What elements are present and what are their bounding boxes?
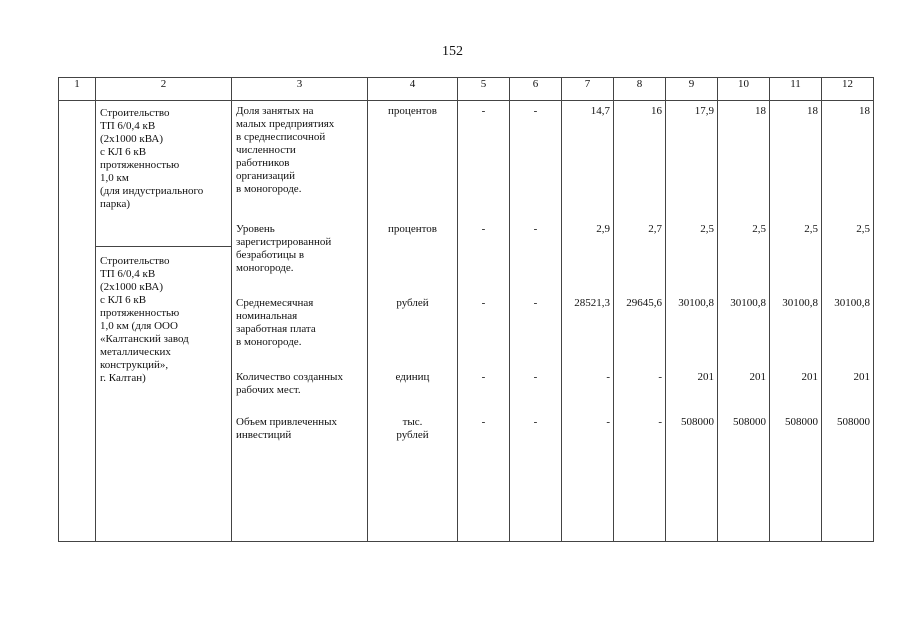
indicator-name: Доля занятых на малых предприятиях в среднесписочной численности работников организаций в моногороде.	[236, 105, 335, 195]
indicator-value: 201	[697, 371, 714, 383]
indicator-value: 2,5	[752, 223, 766, 235]
cell-values-12	[822, 101, 874, 542]
indicator-value: 30100,8	[834, 297, 870, 309]
indicator-value: 30100,8	[730, 297, 766, 309]
indicator-value: 18	[755, 105, 766, 117]
cell-units	[368, 101, 458, 542]
indicator-value: 2,5	[700, 223, 714, 235]
indicator-value: -	[533, 371, 538, 383]
indicator-unit: процентов	[388, 223, 437, 235]
cell-values-11	[770, 101, 822, 542]
cell-values-9	[666, 101, 718, 542]
column-header: 6	[510, 78, 562, 101]
column-header: 12	[822, 78, 874, 101]
object-description: Строительство ТП 6/0,4 кВ (2х1000 кВА) с КЛ 6 кВ протяженностью 1,0 км (для ООО «Калтанский завод металлических конструкций», г. Калтан)	[100, 255, 189, 384]
indicator-value: -	[533, 223, 538, 235]
indicator-value: 2,5	[804, 223, 818, 235]
column-header: 3	[232, 78, 368, 101]
indicator-value: 2,5	[856, 223, 870, 235]
indicator-value: -	[481, 416, 486, 428]
column-header: 5	[458, 78, 510, 101]
indicator-value: 30100,8	[782, 297, 818, 309]
indicator-unit: единиц	[395, 371, 430, 383]
indicator-value: 2,9	[596, 223, 610, 235]
indicator-value: -	[481, 297, 486, 309]
indicator-value: 508000	[681, 416, 714, 428]
indicator-value: -	[658, 371, 662, 383]
cell-col1	[59, 101, 96, 542]
cell-values-6	[510, 101, 562, 542]
header-row	[59, 78, 874, 101]
indicator-unit: процентов	[388, 105, 437, 117]
indicator-value: -	[606, 416, 610, 428]
indicator-name: Среднемесячная номинальная заработная плата в моногороде.	[236, 297, 316, 348]
indicator-name: Объем привлеченных инвестиций	[236, 416, 338, 441]
indicator-name: Количество созданных рабочих мест.	[236, 371, 343, 396]
indicator-value: 18	[859, 105, 870, 117]
indicator-name: Уровень зарегистрированной безработицы в моногороде.	[236, 223, 332, 274]
indicator-value: 508000	[837, 416, 870, 428]
indicator-value: 2,7	[648, 223, 662, 235]
indicator-value: -	[606, 371, 610, 383]
cell-objects	[96, 101, 232, 542]
column-header: 11	[770, 78, 822, 101]
column-header: 7	[562, 78, 614, 101]
indicator-value: 201	[853, 371, 870, 383]
indicator-value: 14,7	[590, 105, 610, 117]
indicator-value: 201	[749, 371, 766, 383]
indicator-value: -	[481, 223, 486, 235]
object-description: Строительство ТП 6/0,4 кВ (2х1000 кВА) с КЛ 6 кВ протяженностью 1,0 км (для индустриального парка)	[100, 107, 204, 210]
indicator-value: 28521,3	[574, 297, 610, 309]
cell-values-5	[458, 101, 510, 542]
indicator-value: -	[481, 105, 486, 117]
column-header: 9	[666, 78, 718, 101]
column-header: 10	[718, 78, 770, 101]
column-header: 1	[59, 78, 96, 101]
indicators-table	[58, 77, 874, 542]
indicator-value: 18	[807, 105, 818, 117]
page-number: 152	[442, 44, 463, 59]
indicator-unit: рублей	[396, 297, 429, 309]
indicator-value: 30100,8	[678, 297, 714, 309]
column-header: 8	[614, 78, 666, 101]
indicator-value: -	[533, 416, 538, 428]
cell-indicators	[232, 101, 368, 542]
indicator-value: 29645,6	[626, 297, 662, 309]
indicator-value: -	[533, 297, 538, 309]
indicator-value: -	[533, 105, 538, 117]
indicator-value: 508000	[733, 416, 766, 428]
indicator-value: 16	[651, 105, 662, 117]
indicator-value: -	[658, 416, 662, 428]
column-header: 4	[368, 78, 458, 101]
cell-values-8	[614, 101, 666, 542]
cell-values-7	[562, 101, 614, 542]
indicator-value: 201	[801, 371, 818, 383]
indicator-value: 17,9	[694, 105, 714, 117]
cell-values-10	[718, 101, 770, 542]
indicator-value: -	[481, 371, 486, 383]
indicator-value: 508000	[785, 416, 818, 428]
cell-divider	[96, 246, 231, 247]
indicator-unit: тыс. рублей	[396, 416, 429, 441]
table-row	[59, 101, 874, 542]
column-header: 2	[96, 78, 232, 101]
